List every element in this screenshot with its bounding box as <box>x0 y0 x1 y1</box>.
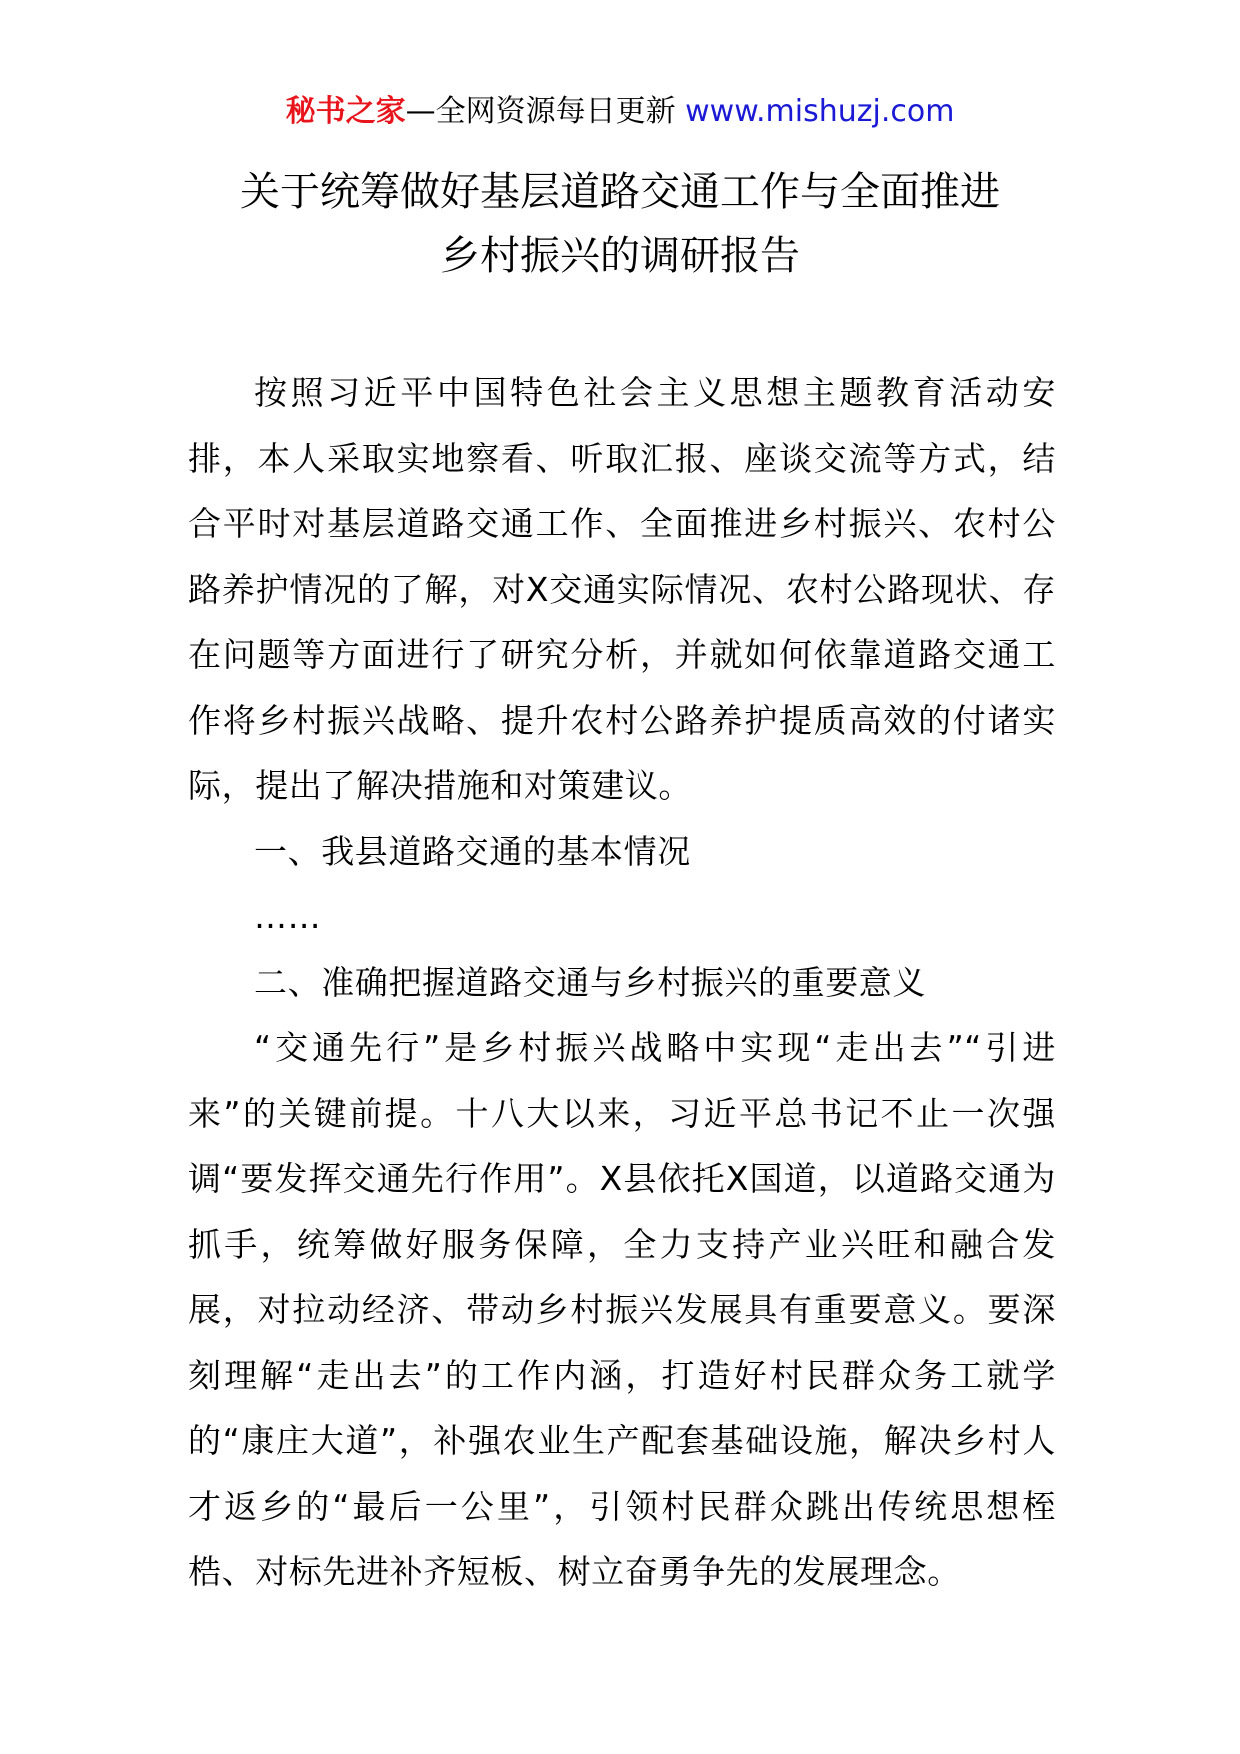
site-url-link[interactable]: www.mishuzj.com <box>685 94 955 129</box>
ellipsis-placeholder: …… <box>254 897 322 936</box>
watermark-header <box>0 92 1240 132</box>
section-heading-1: 一、我县道路交通的基本情况 <box>254 831 691 871</box>
intro-paragraph: 按照习近平中国特色社会主义思想主题教育活动安排，本人采取实地察看、听取汇报、座谈交流等方式，结合平时对基层道路交通工作、全面推进乡村振兴、农村公路养护情况的了解，对X交通实际情况、农村公路现状、存在问题等方面进行了研究分析，并就如何依靠道路交通工作将乡村振兴战略、提升农村公路养护提质高效的付诸实际，提出了解决措施和对策建议。 <box>188 373 1056 805</box>
section-heading-2: 二、准确把握道路交通与乡村振兴的重要意义 <box>254 962 926 1002</box>
title-line-2: 乡村振兴的调研报告 <box>440 233 800 279</box>
title-line-1: 关于统筹做好基层道路交通工作与全面推进 <box>240 169 1000 215</box>
brand-name: 秘书之家 <box>285 94 406 129</box>
brand-slogan: —全网资源每日更新 <box>405 94 686 129</box>
document-body <box>188 360 1056 1605</box>
document-title <box>0 160 1240 288</box>
body-paragraph: “交通先行”是乡村振兴战略中实现“走出去”“引进来”的关键前提。十八大以来，习近平总书记不止一次强调“要发挥交通先行作用”。X县依托X国道，以道路交通为抓手，统筹做好服务保障，全力支持产业兴旺和融合发展，对拉动经济、带动乡村振兴发展具有重要意义。要深刻理解“走出去”的工作内涵，打造好村民群众务工就学的“康庄大道”，补强农业生产配套基础设施，解决乡村人才返乡的“最后一公里”，引领村民群众跳出传统思想桎梏、对标先进补齐短板、树立奋勇争先的发展理念。 <box>188 1028 1056 1591</box>
